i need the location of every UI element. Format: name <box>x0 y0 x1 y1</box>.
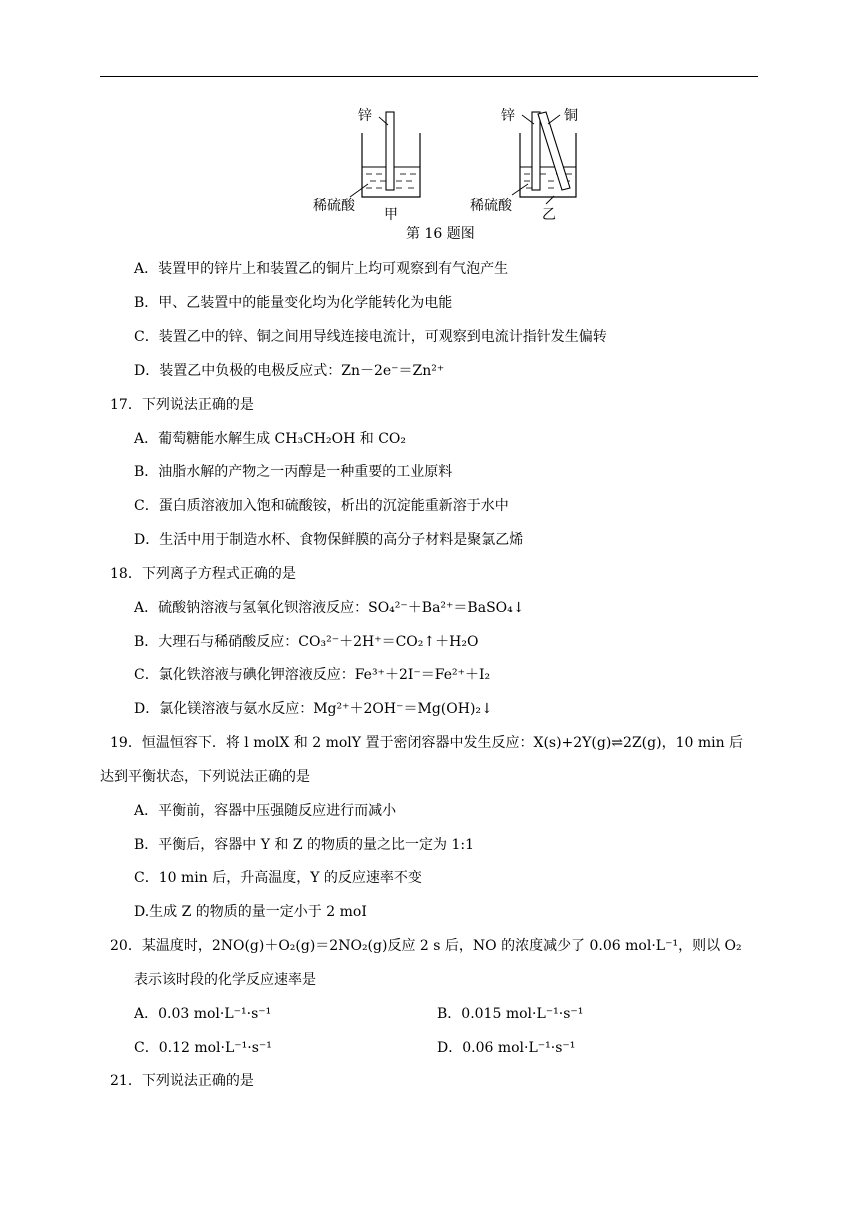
q18-option-b: B．大理石与稀硝酸反应：CO₃²⁻＋2H⁺＝CO₂↑＋H₂O <box>134 634 479 650</box>
q18-option-c: C．氯化铁溶液与碘化钾溶液反应：Fe³⁺＋2I⁻＝Fe²⁺＋I₂ <box>134 667 491 683</box>
q20-option-b: B．0.015 mol·L⁻¹·s⁻¹ <box>437 1006 584 1022</box>
q16-option-a: A．装置甲的锌片上和装置乙的铜片上均可观察到有气泡产生 <box>134 261 509 277</box>
q16-option-c: C．装置乙中的锌、铜之间用导线连接电流计，可观察到电流计指针发生偏转 <box>134 329 607 345</box>
beaker-jia <box>350 112 420 197</box>
q18-stem: 18．下列离子方程式正确的是 <box>110 566 296 582</box>
q20-option-c: C．0.12 mol·L⁻¹·s⁻¹ <box>134 1040 272 1056</box>
fig-label-jia: 甲 <box>384 207 398 223</box>
q17-option-c: C．蛋白质溶液加入饱和硫酸铵，析出的沉淀能重新溶于水中 <box>134 498 509 514</box>
beaker-yi <box>512 112 576 204</box>
fig-label-yi: 乙 <box>542 207 556 223</box>
header-rule <box>100 76 758 77</box>
q19-option-b: B．平衡后，容器中 Y 和 Z 的物质的量之比一定为 1:1 <box>134 837 475 853</box>
figure-caption: 第 16 题图 <box>406 226 475 240</box>
q21-stem: 21．下列说法正确的是 <box>110 1073 254 1089</box>
q17-option-a: A．葡萄糖能水解生成 CH₃CH₂OH 和 CO₂ <box>134 431 407 447</box>
q20-option-d: D．0.06 mol·L⁻¹·s⁻¹ <box>437 1040 576 1056</box>
q19-option-a: A．平衡前，容器中压强随反应进行而减小 <box>134 803 397 819</box>
q18-option-d: D．氯化镁溶液与氨水反应：Mg²⁺＋2OH⁻＝Mg(OH)₂↓ <box>134 701 493 717</box>
fig-label-acid-right: 稀硫酸 <box>470 198 512 214</box>
q19-stem-line1: 19．恒温恒容下．将 l molX 和 2 molY 置于密闭容器中发生反应：X(s)+2Y(g)⇌2Z(g)，10 min 后 <box>110 735 744 751</box>
q19-option-c: C．10 min 后，升高温度，Y 的反应速率不变 <box>134 870 422 886</box>
q20-stem-line1: 20．某温度时，2NO(g)＋O₂(g)＝2NO₂(g)反应 2 s 后，NO 的浓度减少了 0.06 mol·L⁻¹，则以 O₂ <box>110 938 742 954</box>
q16-option-d: D．装置乙中负极的电极反应式：Zn－2e⁻＝Zn²⁺ <box>134 363 445 379</box>
q17-option-d: D．生活中用于制造水杯、食物保鲜膜的高分子材料是聚氯乙烯 <box>134 532 524 548</box>
question-16-figure <box>300 100 600 240</box>
fig-label-cu: 铜 <box>564 108 578 124</box>
q20-stem-line2: 表示该时段的化学反应速率是 <box>134 972 316 988</box>
fig-label-acid-left: 稀硫酸 <box>313 198 355 214</box>
q19-stem-line2: 达到平衡状态，下列说法正确的是 <box>100 769 310 785</box>
q19-option-d: D.生成 Z 的物质的量一定小于 2 moI <box>134 904 367 920</box>
fig-label-zn-right: 锌 <box>501 108 515 124</box>
q20-option-a: A．0.03 mol·L⁻¹·s⁻¹ <box>134 1006 272 1022</box>
fig-label-zn-left: 锌 <box>358 108 372 124</box>
q17-stem: 17．下列说法正确的是 <box>110 397 254 413</box>
q18-option-a: A．硫酸钠溶液与氢氧化钡溶液反应：SO₄²⁻＋Ba²⁺＝BaSO₄↓ <box>134 600 525 616</box>
q17-option-b: B．油脂水解的产物之一丙醇是一种重要的工业原料 <box>134 464 453 480</box>
q16-option-b: B．甲、乙装置中的能量变化均为化学能转化为电能 <box>134 295 453 311</box>
